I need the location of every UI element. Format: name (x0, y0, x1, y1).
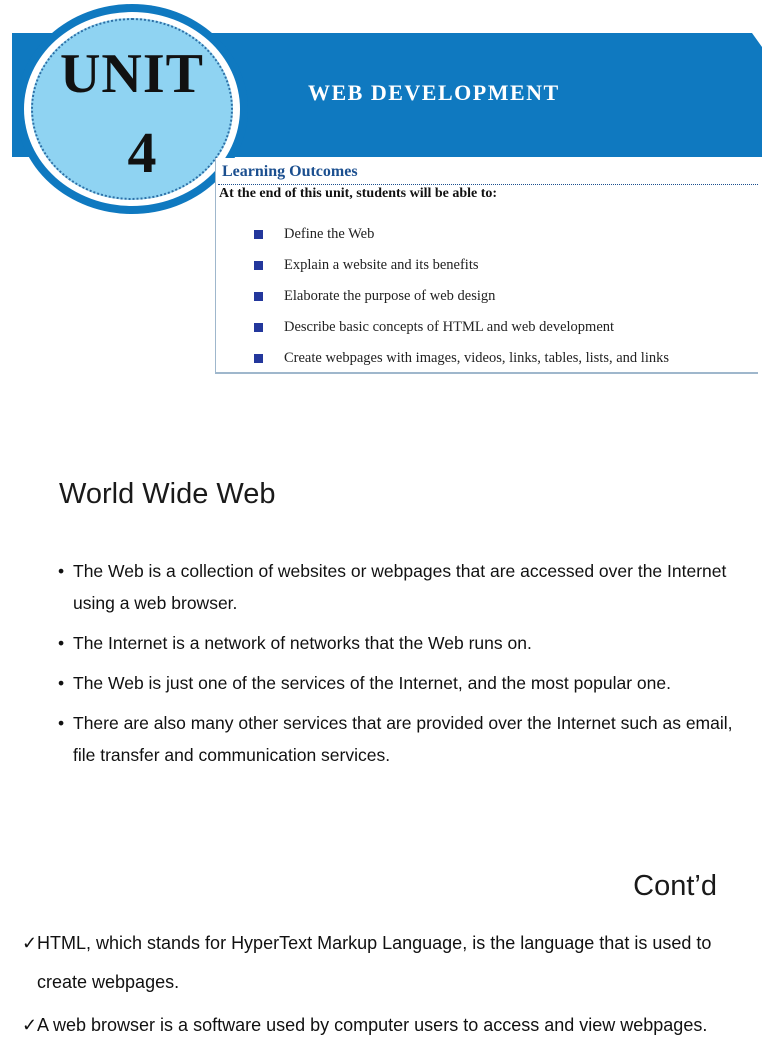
unit-label: UNIT (59, 43, 205, 105)
list-item (22, 924, 742, 1002)
list-item (254, 319, 669, 350)
square-bullet-icon (254, 292, 263, 301)
bullet-text: The Internet is a network of networks that the Web runs on. (73, 633, 532, 653)
outcome-text: Describe basic concepts of HTML and web development (284, 319, 615, 335)
checklist-text: HTML, which stands for HyperText Markup Language, is the language that is used to create webpages. (37, 933, 712, 992)
world-wide-web-slide (0, 452, 768, 836)
unit-number: 4 (127, 120, 157, 185)
slide-title: World Wide Web (59, 478, 276, 510)
list-item (58, 707, 738, 771)
bullet-list (58, 555, 738, 779)
list-item (58, 667, 738, 699)
list-item (254, 257, 669, 288)
unit-title-slide (0, 0, 768, 384)
list-item (22, 1006, 742, 1045)
checklist (22, 924, 742, 1049)
checkmark-icon: ✓ (22, 1015, 38, 1035)
learning-outcomes-intro: At the end of this unit, students will be able to: (219, 186, 498, 201)
learning-outcomes-list (254, 226, 669, 381)
list-item (58, 627, 738, 659)
bullet-text: The Web is just one of the services of the Internet, and the most popular one. (73, 673, 671, 693)
contd-slide (0, 836, 768, 1035)
checklist-text: A web browser is a software used by computer users to access and view webpages. (37, 1015, 708, 1035)
learning-outcomes-heading: Learning Outcomes (222, 163, 358, 180)
list-item (254, 226, 669, 257)
square-bullet-icon (254, 230, 263, 239)
banner-corner-notch (752, 33, 762, 47)
outcome-text: Create webpages with images, videos, links, tables, lists, and links (284, 350, 669, 366)
square-bullet-icon (254, 354, 263, 363)
outcome-text: Explain a website and its benefits (284, 257, 479, 273)
bullet-icon: • (58, 673, 65, 693)
bullet-text: The Web is a collection of websites or webpages that are accessed over the Internet using a web browser. (73, 561, 727, 613)
learning-outcomes-box (215, 158, 758, 374)
outcome-text: Elaborate the purpose of web design (284, 288, 496, 304)
outcome-text: Define the Web (284, 226, 375, 242)
bullet-text: There are also many other services that are provided over the Internet such as email, file transfer and communication services. (73, 713, 733, 765)
bullet-icon: • (58, 633, 65, 653)
bullet-icon: • (58, 561, 65, 581)
square-bullet-icon (254, 323, 263, 332)
list-item (254, 350, 669, 381)
checkmark-icon: ✓ (22, 933, 38, 953)
heading-divider (218, 184, 758, 185)
slide-title: Cont’d (633, 870, 717, 902)
list-item (254, 288, 669, 319)
bullet-icon: • (58, 713, 65, 733)
unit-subject-title: WEB DEVELOPMENT (308, 80, 560, 105)
square-bullet-icon (254, 261, 263, 270)
list-item (58, 555, 738, 619)
